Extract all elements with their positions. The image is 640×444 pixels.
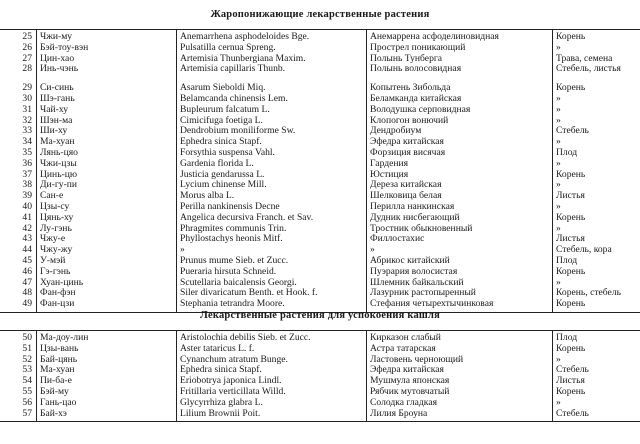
- plant-part: »: [556, 104, 561, 115]
- row-number: 28: [22, 64, 32, 75]
- latin-name: Cynanchum atratum Bunge.: [180, 354, 288, 365]
- chinese-name: Сан-е: [40, 191, 64, 202]
- row-number: 31: [22, 104, 32, 115]
- latin-name: Fritillaria verticillata Willd.: [180, 387, 286, 397]
- plant-part: »: [556, 137, 561, 148]
- row-number: 25: [22, 32, 32, 42]
- latin-name: Dendrobium moniliforme Sw.: [180, 126, 296, 137]
- plant-part: Стебель, кора: [556, 245, 612, 256]
- row-number: 38: [22, 180, 32, 191]
- section-title: Жаропонижающие лекарственные растения: [210, 9, 430, 20]
- russian-name: Ластовень черноющий: [370, 354, 464, 365]
- row-number: 53: [22, 365, 32, 376]
- section-title: Лекарственные растения для успокоения кашля: [200, 310, 440, 321]
- table-row: [0, 365, 640, 376]
- table-row: [0, 126, 640, 137]
- plant-part: Плод: [556, 256, 578, 266]
- table-row: [0, 64, 640, 75]
- row-number: 52: [22, 354, 32, 365]
- table-row: [0, 213, 640, 224]
- table-row: [0, 333, 640, 344]
- plant-part: »: [556, 158, 561, 169]
- plant-part: Корень: [556, 266, 586, 277]
- russian-name: Эфедра китайская: [370, 137, 444, 148]
- chinese-name: Цянь-ху: [40, 212, 74, 223]
- plant-part: »: [556, 354, 561, 365]
- chinese-name: Лянь-цяо: [40, 148, 78, 158]
- chinese-name: Гань-цао: [40, 397, 77, 408]
- latin-name: Anemarrhena asphodeloides Bge.: [180, 32, 310, 42]
- chinese-name: Бэй-тоу-вэн: [40, 42, 89, 53]
- latin-name: Phyllostachys heonis Mitf.: [180, 234, 283, 245]
- russian-name: Рябчик мутовчатый: [370, 387, 450, 397]
- latin-name: Pulsatilla cernua Spreng.: [180, 42, 276, 53]
- table-row: [0, 191, 640, 202]
- table-row: [0, 409, 640, 420]
- row-number: 50: [22, 333, 32, 343]
- chinese-name: Хуан-цинь: [40, 277, 84, 288]
- row-number: 32: [22, 115, 32, 126]
- row-number: 54: [22, 376, 32, 387]
- latin-name: Angelica decursiva Franch. et Sav.: [180, 212, 314, 223]
- chinese-name: У-мэй: [40, 256, 66, 266]
- table-row: [0, 245, 640, 256]
- plant-part: Корень: [556, 83, 586, 94]
- table-row: [0, 32, 640, 43]
- russian-name: Беламканда китайская: [370, 94, 462, 104]
- chinese-name: Ди-гу-пи: [40, 180, 78, 191]
- chinese-name: Гэ-гэнь: [40, 266, 71, 277]
- latin-name: Lycium chinense Mill.: [180, 180, 267, 191]
- latin-name: Siler divaricatum Benth. et Hook. f.: [180, 288, 318, 299]
- russian-name: Лазурник растопыренный: [370, 288, 476, 299]
- latin-name: Aster tataricus L. f.: [180, 343, 255, 354]
- latin-name: Scutellaria baicalensis Georgi.: [180, 277, 297, 288]
- plant-table: [0, 330, 640, 422]
- column-divider: [552, 30, 553, 312]
- table-row: [0, 202, 640, 213]
- russian-name: Солодка гладкая: [370, 397, 437, 408]
- latin-name: Eriobotrya japonica Lindl.: [180, 376, 282, 387]
- russian-name: Лилия Броуна: [370, 408, 428, 419]
- russian-name: Шелковица белая: [370, 191, 442, 202]
- latin-name: Ephedra sinica Stapf.: [180, 137, 262, 148]
- russian-name: Володушка серповидная: [370, 104, 471, 115]
- row-number: 40: [22, 202, 32, 212]
- plant-part: Корень: [556, 212, 586, 223]
- table-row: [0, 159, 640, 170]
- plant-part: Плод: [556, 148, 578, 158]
- chinese-name: Чжу-е: [40, 234, 66, 245]
- plant-part: Корень, стебель: [556, 288, 621, 299]
- table-row: [0, 224, 640, 235]
- latin-name: Asarum Sieboldi Miq.: [180, 83, 266, 94]
- russian-name: Кирказон слабый: [370, 333, 441, 343]
- plant-part: Листья: [556, 376, 585, 387]
- plant-part: Стебель: [556, 365, 589, 376]
- row-number: 47: [22, 277, 32, 288]
- column-divider: [176, 331, 177, 421]
- plant-part: Листья: [556, 234, 585, 245]
- plant-table: [0, 29, 640, 313]
- table-row: [0, 83, 640, 94]
- table-row: [0, 170, 640, 181]
- plant-part: Стебель: [556, 408, 589, 419]
- plant-part: Корень: [556, 343, 586, 354]
- row-number: 34: [22, 137, 32, 148]
- chinese-name: Бай-цянь: [40, 354, 78, 365]
- chinese-name: Цин-хао: [40, 53, 75, 64]
- row-number: 56: [22, 397, 32, 408]
- plant-part: »: [556, 180, 561, 191]
- chinese-name: Чжи-цзы: [40, 158, 77, 169]
- russian-name: Дендробиум: [370, 126, 422, 137]
- latin-name: Perilla nankinensis Decne: [180, 202, 280, 212]
- latin-name: Forsythia suspensa Vahl.: [180, 148, 275, 158]
- russian-name: Филлостахис: [370, 234, 425, 245]
- row-number: 46: [22, 266, 32, 277]
- row-number: 43: [22, 234, 32, 245]
- chinese-name: Цзы-су: [40, 202, 70, 212]
- row-number: 49: [22, 299, 32, 310]
- russian-name: Перилла нанкинская: [370, 202, 455, 212]
- russian-name: Полынь Тунберга: [370, 53, 443, 64]
- column-divider: [176, 30, 177, 312]
- row-number: 33: [22, 126, 32, 137]
- row-number: 51: [22, 343, 32, 354]
- latin-name: Prunus mume Sieb. et Zucc.: [180, 256, 289, 266]
- row-number: 30: [22, 94, 32, 104]
- russian-name: Прострел поникающий: [370, 42, 466, 53]
- latin-name: »: [180, 245, 185, 256]
- chinese-name: Чжу-жу: [40, 245, 73, 256]
- chinese-name: Ши-ху: [40, 126, 68, 137]
- table-row: [0, 180, 640, 191]
- latin-name: Justicia gendarussa L.: [180, 169, 265, 180]
- row-number: 35: [22, 148, 32, 158]
- latin-name: Gardenia florida L.: [180, 158, 254, 169]
- row-number: 27: [22, 53, 32, 64]
- chinese-name: Ма-доу-лин: [40, 333, 89, 343]
- chinese-name: Чай-ху: [40, 104, 69, 115]
- chinese-name: Цзы-вань: [40, 343, 79, 354]
- russian-name: Стефания четырехтычинковая: [370, 299, 494, 310]
- latin-name: Pueraria hirsuta Schneid.: [180, 266, 277, 277]
- russian-name: Дудник нисбегающий: [370, 212, 460, 223]
- chinese-name: Ма-хуан: [40, 365, 75, 376]
- russian-name: Абрикос китайский: [370, 256, 450, 266]
- plant-part: Корень: [556, 299, 586, 310]
- chinese-name: Шэ-гань: [40, 94, 75, 104]
- latin-name: Morus alba L.: [180, 191, 235, 202]
- chinese-name: Цинь-цю: [40, 169, 78, 180]
- column-divider: [36, 30, 37, 312]
- table-row: [0, 256, 640, 267]
- russian-name: Пуэрария волосистая: [370, 266, 458, 277]
- latin-name: Artemisia capillaris Thunb.: [180, 64, 286, 75]
- russian-name: Юстиция: [370, 169, 409, 180]
- plant-part: Стебель, листья: [556, 64, 621, 75]
- table-row: [0, 376, 640, 387]
- latin-name: Lilium Brownii Poit.: [180, 408, 261, 419]
- table-row: [0, 234, 640, 245]
- russian-name: Полынь волосовидная: [370, 64, 462, 75]
- table-row: [0, 355, 640, 366]
- row-number: 44: [22, 245, 32, 256]
- table-row: [0, 267, 640, 278]
- row-number: 41: [22, 212, 32, 223]
- chinese-name: Инь-чэнь: [40, 64, 79, 75]
- plant-part: Плод: [556, 333, 578, 343]
- table-row: [0, 94, 640, 105]
- plant-part: Корень: [556, 32, 586, 42]
- russian-name: Гардения: [370, 158, 409, 169]
- latin-name: Artemisia Thunbergiana Maxim.: [180, 53, 306, 64]
- russian-name: Форзиция висячая: [370, 148, 446, 158]
- russian-name: Анемаррена асфоделиновидная: [370, 32, 499, 42]
- table-row: [0, 299, 640, 310]
- row-number: 55: [22, 387, 32, 397]
- table-row: [0, 105, 640, 116]
- chinese-name: Ма-хуан: [40, 137, 75, 148]
- latin-name: Belamcanda chinensis Lem.: [180, 94, 288, 104]
- table-row: [0, 43, 640, 54]
- table-row: [0, 288, 640, 299]
- russian-name: Шлемник байкальский: [370, 277, 464, 288]
- chinese-name: Фан-фэн: [40, 288, 76, 299]
- chinese-name: Фан-цзи: [40, 299, 75, 310]
- table-row: [0, 116, 640, 127]
- chinese-name: Шэн-ма: [40, 115, 73, 126]
- table-row: [0, 278, 640, 289]
- row-number: 26: [22, 42, 32, 53]
- column-divider: [36, 331, 37, 421]
- row-number: 36: [22, 158, 32, 169]
- plant-part: Корень: [556, 169, 586, 180]
- row-number: 42: [22, 223, 32, 234]
- russian-name: Тростник обыкновенный: [370, 223, 473, 234]
- table-row: [0, 387, 640, 398]
- table-row: [0, 54, 640, 65]
- russian-name: Дереза китайская: [370, 180, 442, 191]
- table-row: [0, 398, 640, 409]
- row-number: 29: [22, 83, 32, 94]
- chinese-name: Лу-гэнь: [40, 223, 72, 234]
- column-divider: [366, 30, 367, 312]
- russian-name: Эфедра китайская: [370, 365, 444, 376]
- row-number: 39: [22, 191, 32, 202]
- chinese-name: Бэй-му: [40, 387, 69, 397]
- column-divider: [552, 331, 553, 421]
- russian-name: Астра татарская: [370, 343, 436, 354]
- latin-name: Bupleurum falcatum L.: [180, 104, 270, 115]
- chinese-name: Си-синь: [40, 83, 74, 94]
- row-number: 48: [22, 288, 32, 299]
- latin-name: Glycyrrhiza glabra L.: [180, 397, 263, 408]
- russian-name: Копытень Зибольда: [370, 83, 451, 94]
- plant-part: Трава, семена: [556, 53, 613, 64]
- chinese-name: Пи-ба-е: [40, 376, 72, 387]
- column-divider: [366, 331, 367, 421]
- plant-part: »: [556, 223, 561, 234]
- latin-name: Ephedra sinica Stapf.: [180, 365, 262, 376]
- chinese-name: Чжи-му: [40, 32, 73, 42]
- plant-part: Листья: [556, 191, 585, 202]
- russian-name: »: [370, 245, 375, 256]
- plant-part: »: [556, 115, 561, 126]
- plant-part: »: [556, 202, 561, 212]
- latin-name: Phragmites communis Trin.: [180, 223, 287, 234]
- latin-name: Cimicifuga foetiga L.: [180, 115, 263, 126]
- russian-name: Клопогон вонючий: [370, 115, 449, 126]
- plant-part: Стебель: [556, 126, 589, 137]
- table-row: [0, 137, 640, 148]
- table-row: [0, 344, 640, 355]
- latin-name: Stephania tetrandra Moore.: [180, 299, 285, 310]
- plant-part: »: [556, 42, 561, 53]
- chinese-name: Бай-хэ: [40, 408, 67, 419]
- row-number: 57: [22, 408, 32, 419]
- row-number: 45: [22, 256, 32, 266]
- plant-part: Корень: [556, 387, 586, 397]
- row-number: 37: [22, 169, 32, 180]
- russian-name: Мушмула японская: [370, 376, 450, 387]
- table-row: [0, 148, 640, 159]
- plant-part: »: [556, 397, 561, 408]
- plant-part: »: [556, 277, 561, 288]
- plant-part: »: [556, 94, 561, 104]
- latin-name: Aristolochia debilis Sieb. et Zucc.: [180, 333, 311, 343]
